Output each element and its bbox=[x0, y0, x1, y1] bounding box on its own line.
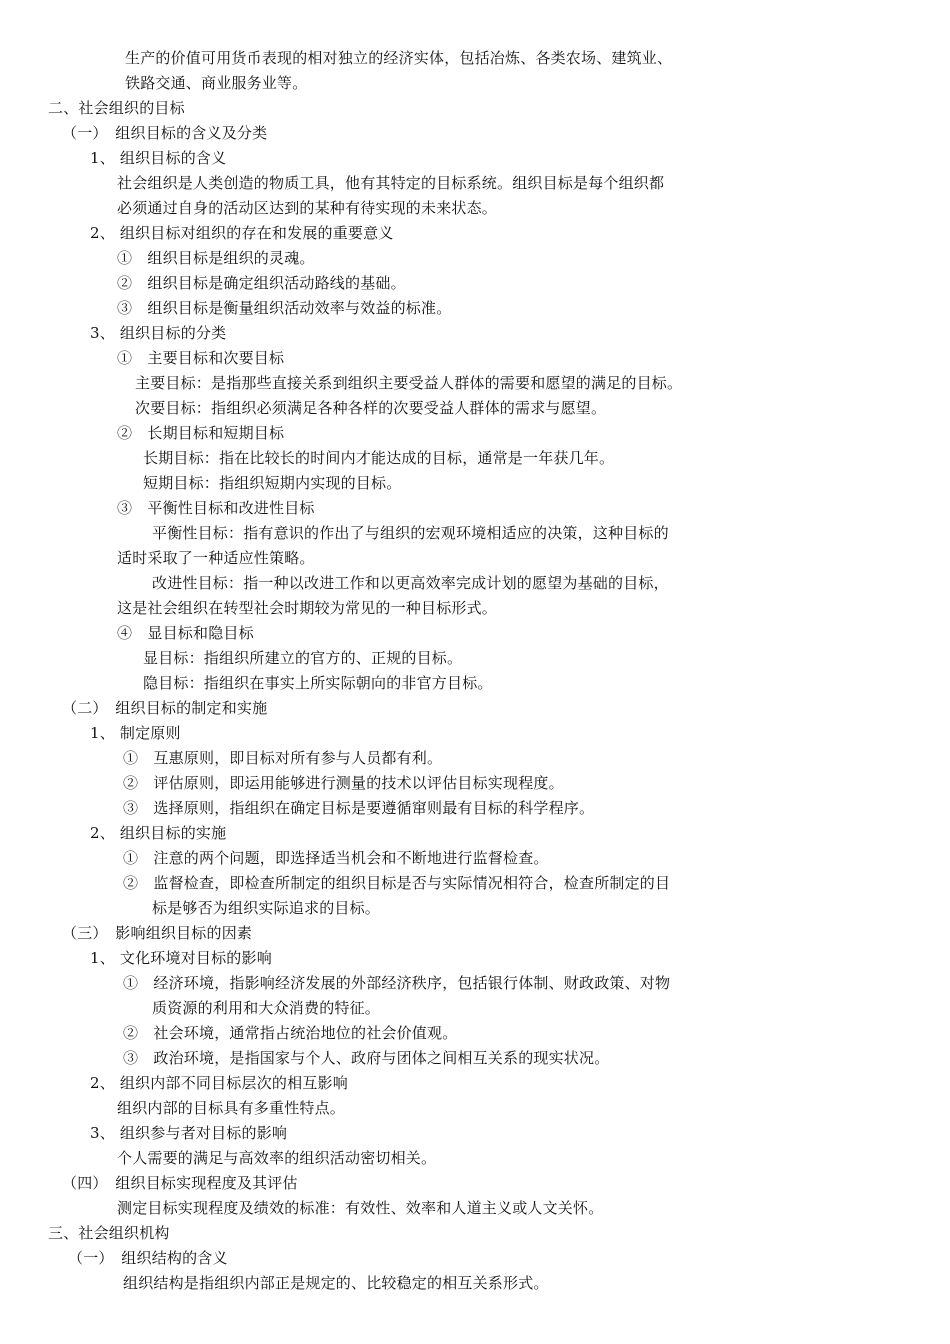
definition-line: 显目标：指组织所建立的官方的、正规的目标。 bbox=[143, 649, 463, 667]
paragraph-line: 组织结构是指组织内部正是规定的、比较稳定的相互关系形式。 bbox=[123, 1274, 549, 1292]
definition-line: 改进性目标：指一种以改进工作和以更高效率完成计划的愿望为基础的目标， bbox=[152, 574, 669, 592]
list-item: ① 互惠原则，即目标对所有参与人员都有利。 bbox=[123, 749, 443, 767]
item-heading: 1、 组织目标的含义 bbox=[90, 149, 227, 167]
list-item: ① 经济环境，指影响经济发展的外部经济秩序，包括银行体制、财政政策、对物 bbox=[123, 974, 671, 992]
definition-line: 隐目标：指组织在事实上所实际朝向的非官方目标。 bbox=[143, 674, 493, 692]
subsection-heading: （二） 组织目标的制定和实施 bbox=[62, 699, 268, 717]
definition-line: 主要目标：是指那些直接关系到组织主要受益人群体的需要和愿望的满足的目标。 bbox=[135, 374, 683, 392]
list-item: ② 评估原则，即运用能够进行测量的技术以评估目标实现程度。 bbox=[123, 774, 564, 792]
paragraph-line: 生产的价值可用货币表现的相对独立的经济实体，包括冶炼、各类农场、建筑业、 bbox=[125, 49, 673, 67]
item-heading: 3、 组织参与者对目标的影响 bbox=[90, 1124, 288, 1142]
list-item: ④ 显目标和隐目标 bbox=[117, 624, 254, 642]
list-item: ③ 平衡性目标和改进性目标 bbox=[117, 499, 315, 517]
paragraph-line: 组织内部的目标具有多重性特点。 bbox=[117, 1099, 346, 1117]
list-item: ③ 组织目标是衡量组织活动效率与效益的标准。 bbox=[117, 299, 452, 317]
item-heading: 2、 组织目标对组织的存在和发展的重要意义 bbox=[90, 224, 394, 242]
paragraph-line: 社会组织是人类创造的物质工具，他有其特定的目标系统。组织目标是每个组织都 bbox=[117, 174, 665, 192]
subsection-heading: （三） 影响组织目标的因素 bbox=[62, 924, 253, 942]
item-heading: 1、 文化环境对目标的影响 bbox=[90, 949, 272, 967]
definition-line: 平衡性目标：指有意识的作出了与组织的宏观环境相适应的决策，这种目标的 bbox=[152, 524, 669, 542]
paragraph-line: 标是够否为组织实际追求的目标。 bbox=[152, 899, 381, 917]
definition-line: 短期目标：指组织短期内实现的目标。 bbox=[143, 474, 402, 492]
subsection-heading: （一） 组织结构的含义 bbox=[68, 1249, 228, 1267]
paragraph-line: 个人需要的满足与高效率的组织活动密切相关。 bbox=[117, 1149, 437, 1167]
paragraph-line: 铁路交通、商业服务业等。 bbox=[125, 74, 308, 92]
list-item: ② 组织目标是确定组织活动路线的基础。 bbox=[117, 274, 406, 292]
list-item: ① 注意的两个问题，即选择适当机会和不断地进行监督检查。 bbox=[123, 849, 549, 867]
subsection-heading: （一） 组织目标的含义及分类 bbox=[62, 124, 268, 142]
paragraph-line: 质资源的利用和大众消费的特征。 bbox=[152, 999, 381, 1017]
definition-line: 次要目标：指组织必须满足各种各样的次要受益人群体的需求与愿望。 bbox=[135, 399, 607, 417]
subsection-heading: （四） 组织目标实现程度及其评估 bbox=[62, 1174, 298, 1192]
paragraph-line: 测定目标实现程度及绩效的标准：有效性、效率和人道主义或人文关怀。 bbox=[117, 1199, 604, 1217]
section-heading: 二、社会组织的目标 bbox=[48, 99, 185, 117]
list-item: ① 组织目标是组织的灵魂。 bbox=[117, 249, 315, 267]
section-heading: 三、社会组织机构 bbox=[48, 1224, 170, 1242]
item-heading: 1、 制定原则 bbox=[90, 724, 181, 742]
definition-line: 长期目标：指在比较长的时间内才能达成的目标，通常是一年获几年。 bbox=[143, 449, 615, 467]
item-heading: 3、 组织目标的分类 bbox=[90, 324, 227, 342]
paragraph-line: 这是社会组织在转型社会时期较为常见的一种目标形式。 bbox=[117, 599, 498, 617]
paragraph-line: 必须通过自身的活动区达到的某种有待实现的未来状态。 bbox=[117, 199, 498, 217]
list-item: ② 监督检查，即检查所制定的组织目标是否与实际情况相符合，检查所制定的目 bbox=[123, 874, 671, 892]
item-heading: 2、 组织目标的实施 bbox=[90, 824, 227, 842]
list-item: ③ 政治环境，是指国家与个人、政府与团体之间相互关系的现实状况。 bbox=[123, 1049, 610, 1067]
list-item: ② 长期目标和短期目标 bbox=[117, 424, 285, 442]
item-heading: 2、 组织内部不同目标层次的相互影响 bbox=[90, 1074, 348, 1092]
list-item: ③ 选择原则，指组织在确定目标是要遵循窜则最有目标的科学程序。 bbox=[123, 799, 595, 817]
paragraph-line: 适时采取了一种适应性策略。 bbox=[117, 549, 315, 567]
list-item: ① 主要目标和次要目标 bbox=[117, 349, 285, 367]
list-item: ② 社会环境，通常指占统治地位的社会价值观。 bbox=[123, 1024, 458, 1042]
